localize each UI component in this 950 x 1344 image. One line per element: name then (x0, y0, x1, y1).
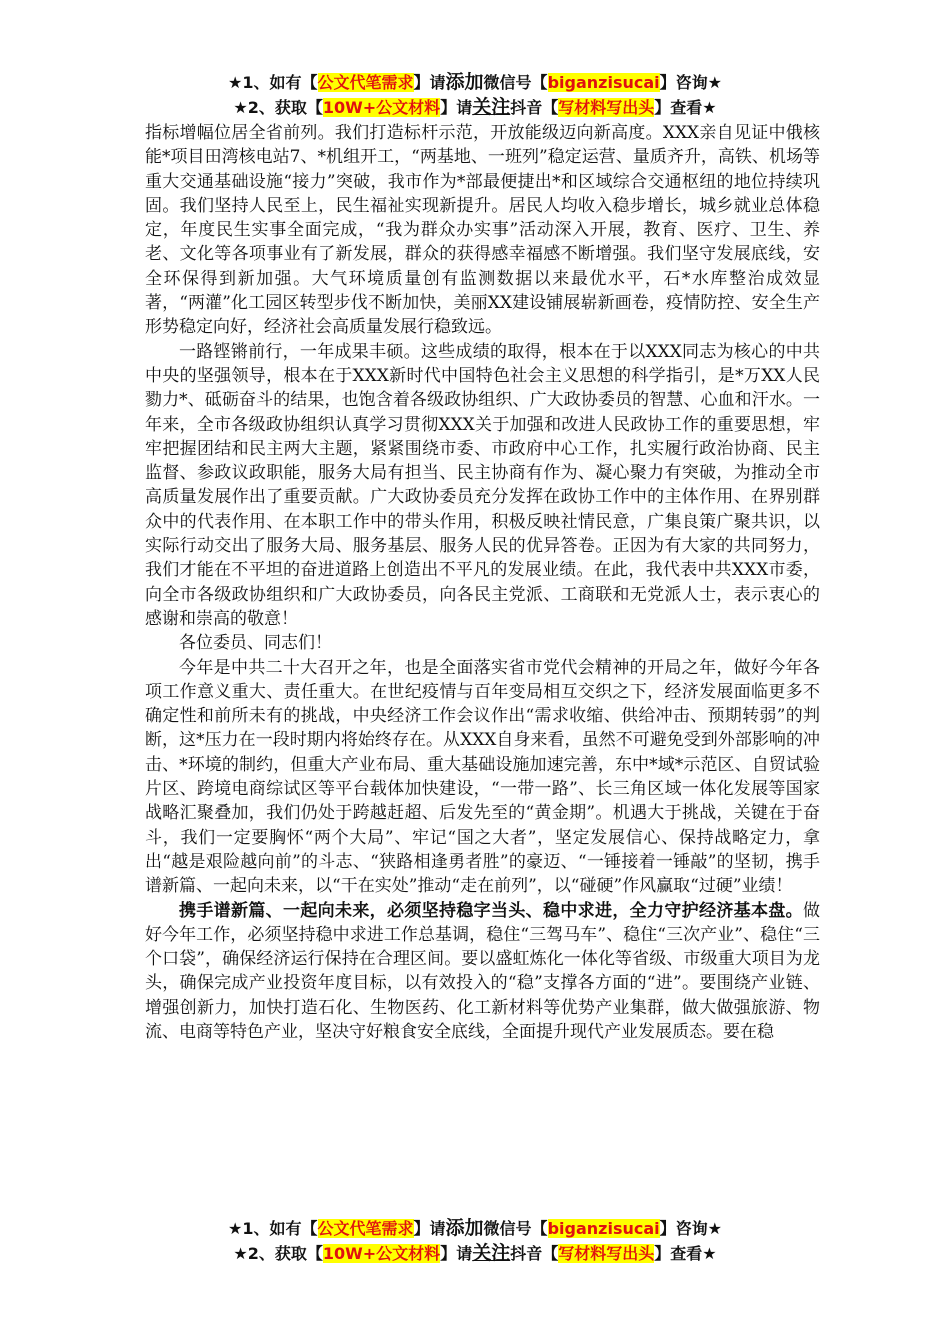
banner-text: 抖音【 (510, 98, 559, 117)
banner-emphasis: 添加 (445, 71, 484, 93)
paragraph: 各位委员、同志们！ (179, 633, 332, 654)
banner-text: ★1、如有【 (228, 73, 318, 92)
banner-highlight: biganzisucai (547, 1219, 660, 1238)
banner-text: 】请 (440, 1244, 473, 1263)
banner-highlight: biganzisucai (547, 73, 660, 92)
header-banner (0, 70, 950, 120)
header-banner-line-1 (0, 70, 950, 95)
banner-emphasis: 关注 (472, 1242, 511, 1264)
footer-banner-line-1 (0, 1216, 950, 1241)
banner-text: ★1、如有【 (228, 1219, 318, 1238)
header-banner-line-2 (0, 95, 950, 120)
banner-text: 微信号【 (483, 1219, 548, 1238)
banner-highlight: 公文代笔需求 (317, 73, 414, 92)
paragraph: 今年是中共二十大召开之年，也是全面落实省市党代会精神的开局之年，做好今年各项工作意义重大、责任重大。在世纪疫情与百年变局相互交织之下，经济发展面临更多不确定性和前所未有的挑战，中央经济工作会议作出“需求收缩、供给冲击、预期转弱”的判断，这*压力在一段时期内将始终存在。从XXX自身来看，虽然不可避免受到外部影响的冲击、*环境的制约，但重大产业布局、重大基础设施加速完善，东中*域*示范区、自贸试验片区、跨境电商综试区等平台载体加快建设，“一带一路”、长三角区域一体化发展等国家战略汇聚叠加，我们仍处于跨越赶超、后发先至的“黄金期”。机遇大于挑战，关键在于奋斗，我们一定要胸怀“两个大局”、牢记“国之大者”，坚定发展信心、保持战略定力，拿出“越是艰险越向前”的斗志、“狭路相逢勇者胜”的豪迈、“一锤接着一锤敲”的坚韧，携手谱新篇、一起向未来，以“干在实处”推动“走在前列”，以“碰硬”作风赢取“过硬”业绩！ (145, 657, 820, 897)
banner-text: 】查看★ (654, 1244, 717, 1263)
banner-highlight: 写材料写出头 (558, 98, 655, 117)
document-body (145, 121, 820, 1044)
paragraph: 指标增幅位居全省前列。我们打造标杆示范，开放能级迈向新高度。XXX亲自见证中俄核能*项目田湾核电站7、*机组开工，“两基地、一班列”稳定运营、量质齐升，高铁、机场等重大交通基础设施“接力”突破，我市作为*部最便捷出*和区域综合交通枢纽的地位持续巩固。我们坚持人民至上，民生福祉实现新提升。居民人均收入稳步增长，城乡就业总体稳定，年度民生实事全面完成，“我为群众办实事”活动深入开展，教育、医疗、卫生、养老、文化等各项事业有了新发展，群众的获得感幸福感不断增强。我们坚守发展底线，安全环保得到新加强。大气环境质量创有监测数据以来最优水平，石*水库整治成效显著，“两灌”化工园区转型步伐不断加快，美丽XX建设铺展崭新画卷，疫情防控、安全生产形势稳定向好，经济社会高质量发展行稳致远。 (145, 123, 820, 338)
banner-text: 】请 (413, 73, 446, 92)
paragraph: 一路铿锵前行，一年成果丰硕。这些成绩的取得，根本在于以XXX同志为核心的中共中央的坚强领导，根本在于XXX新时代中国特色社会主义思想的科学指引，是*万XX人民勠力*、砥砺奋斗的结果，也饱含着各级政协组织、广大政协委员的智慧、心血和汗水。一年来，全市各级政协组织认真学习贯彻XXX关于加强和改进人民政协工作的重要思想，牢牢把握团结和民主两大主题，紧紧围绕市委、市政府中心工作，扎实履行政治协商、民主监督、参政议政职能，服务大局有担当、民主协商有作为、凝心聚力有突破，为推动全市高质量发展作出了重要贡献。广大政协委员充分发挥在政协工作中的主体作用、在界别群众中的代表作用、在本职工作中的带头作用，积极反映社情民意，广集良策广聚共识，以实际行动交出了服务大局、服务基层、服务人民的优异答卷。正因为有大家的共同努力，我们才能在不平坦的奋进道路上创造出不平凡的发展业绩。在此，我代表中共XXX市委，向全市各级政协组织和广大政协委员，向各民主党派、工商联和无党派人士，表示衷心的感谢和崇高的敬意！ (145, 341, 820, 629)
paragraph-text: 做好今年工作，必须坚持稳中求进工作总基调，稳住“三驾马车”、稳住“三次产业”、稳住“三个口袋”，确保经济运行保持在合理区间。要以盛虹炼化一体化等省级、市级重大项目为龙头，确保完成产业投资年度目标，以有效投入的“稳”支撑各方面的“进”。要围绕产业链、增强创新力，加快打造石化、生物医药、化工新材料等优势产业集群，做大做强旅游、物流、电商等特色产业，坚决守好粮食安全底线，全面提升现代产业发展质态。要在稳 (145, 900, 820, 1042)
banner-text: 微信号【 (483, 73, 548, 92)
banner-highlight: 写材料写出头 (558, 1244, 655, 1263)
banner-text: 】查看★ (654, 98, 717, 117)
banner-text: 】请 (413, 1219, 446, 1238)
banner-text: 】请 (440, 98, 473, 117)
banner-text: ★2、获取【 (233, 1244, 323, 1263)
banner-text: 】咨询★ (659, 1219, 722, 1238)
banner-text: 】咨询★ (659, 73, 722, 92)
paragraph-bold-lead: 携手谱新篇、一起向未来，必须坚持稳字当头、稳中求进，全力守护经济基本盘。 (179, 900, 803, 921)
footer-banner-line-2 (0, 1241, 950, 1266)
banner-text: 抖音【 (510, 1244, 559, 1263)
banner-highlight: 10W+公文材料 (322, 1244, 441, 1263)
banner-emphasis: 添加 (445, 1217, 484, 1239)
banner-highlight: 公文代笔需求 (317, 1219, 414, 1238)
banner-emphasis: 关注 (472, 96, 511, 118)
banner-highlight: 10W+公文材料 (322, 98, 441, 117)
paragraph (145, 899, 820, 1045)
banner-text: ★2、获取【 (233, 98, 323, 117)
footer-banner (0, 1216, 950, 1266)
